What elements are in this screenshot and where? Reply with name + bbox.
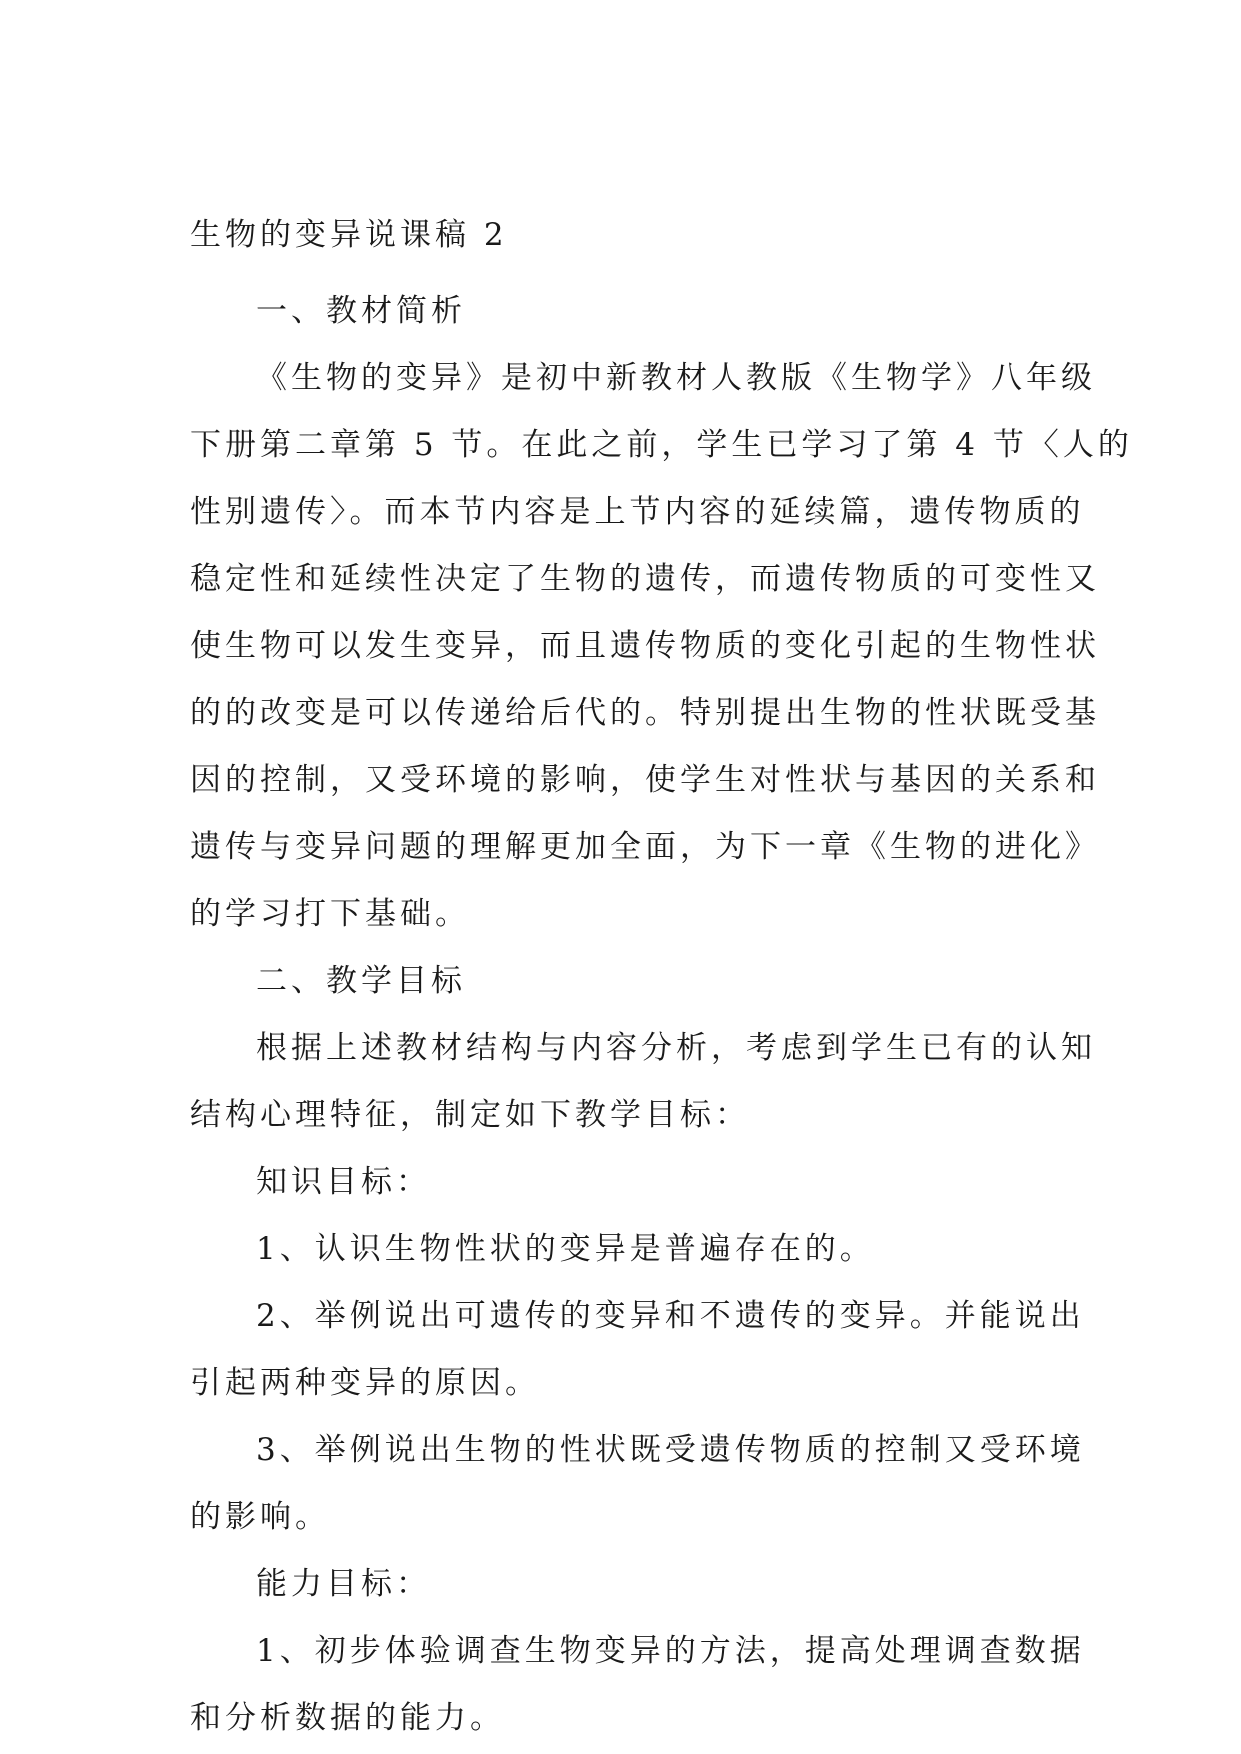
document-body — [190, 217, 1133, 1752]
list-item-continuation: 引起两种变异的原因。 — [190, 1365, 540, 1401]
paragraph-line: 《生物的变异》是初中新教材人教版《生物学》八年级 — [256, 360, 1096, 396]
section-heading-teaching-goals: 二、教学目标 — [256, 963, 466, 999]
paragraph-line: 结构心理特征，制定如下教学目标： — [190, 1097, 750, 1133]
paragraph-line: 性别遗传〉。而本节内容是上节内容的延续篇，遗传物质的 — [190, 494, 1085, 530]
paragraph-line: 根据上述教材结构与内容分析，考虑到学生已有的认知 — [256, 1030, 1096, 1066]
list-item-continuation: 的影响。 — [190, 1499, 330, 1535]
document-title: 生物的变异说课稿 2 — [190, 217, 508, 253]
paragraph-line: 使生物可以发生变异，而且遗传物质的变化引起的生物性状 — [190, 628, 1100, 664]
paragraph-line: 稳定性和延续性决定了生物的遗传，而遗传物质的可变性又 — [190, 561, 1100, 597]
paragraph-line: 因的控制，又受环境的影响，使学生对性状与基因的关系和 — [190, 762, 1100, 798]
list-item: 2、举例说出可遗传的变异和不遗传的变异。并能说出 — [256, 1298, 1085, 1334]
paragraph-line: 下册第二章第 5 节。在此之前，学生已学习了第 4 节〈人的 — [190, 427, 1133, 463]
paragraph-line: 的学习打下基础。 — [190, 896, 470, 932]
section-heading-textbook-analysis: 一、教材简析 — [256, 293, 466, 329]
paragraph-line: 的的改变是可以传递给后代的。特别提出生物的性状既受基 — [190, 695, 1100, 731]
paragraph-line: 遗传与变异问题的理解更加全面，为下一章《生物的进化》 — [190, 829, 1100, 865]
list-item: 1、初步体验调查生物变异的方法，提高处理调查数据 — [256, 1633, 1085, 1669]
subheading-ability-goals: 能力目标： — [256, 1566, 431, 1602]
subheading-knowledge-goals: 知识目标： — [256, 1164, 431, 1200]
list-item: 3、举例说出生物的性状既受遗传物质的控制又受环境 — [256, 1432, 1085, 1468]
list-item-continuation: 和分析数据的能力。 — [190, 1700, 505, 1736]
list-item: 1、认识生物性状的变异是普遍存在的。 — [256, 1231, 875, 1267]
